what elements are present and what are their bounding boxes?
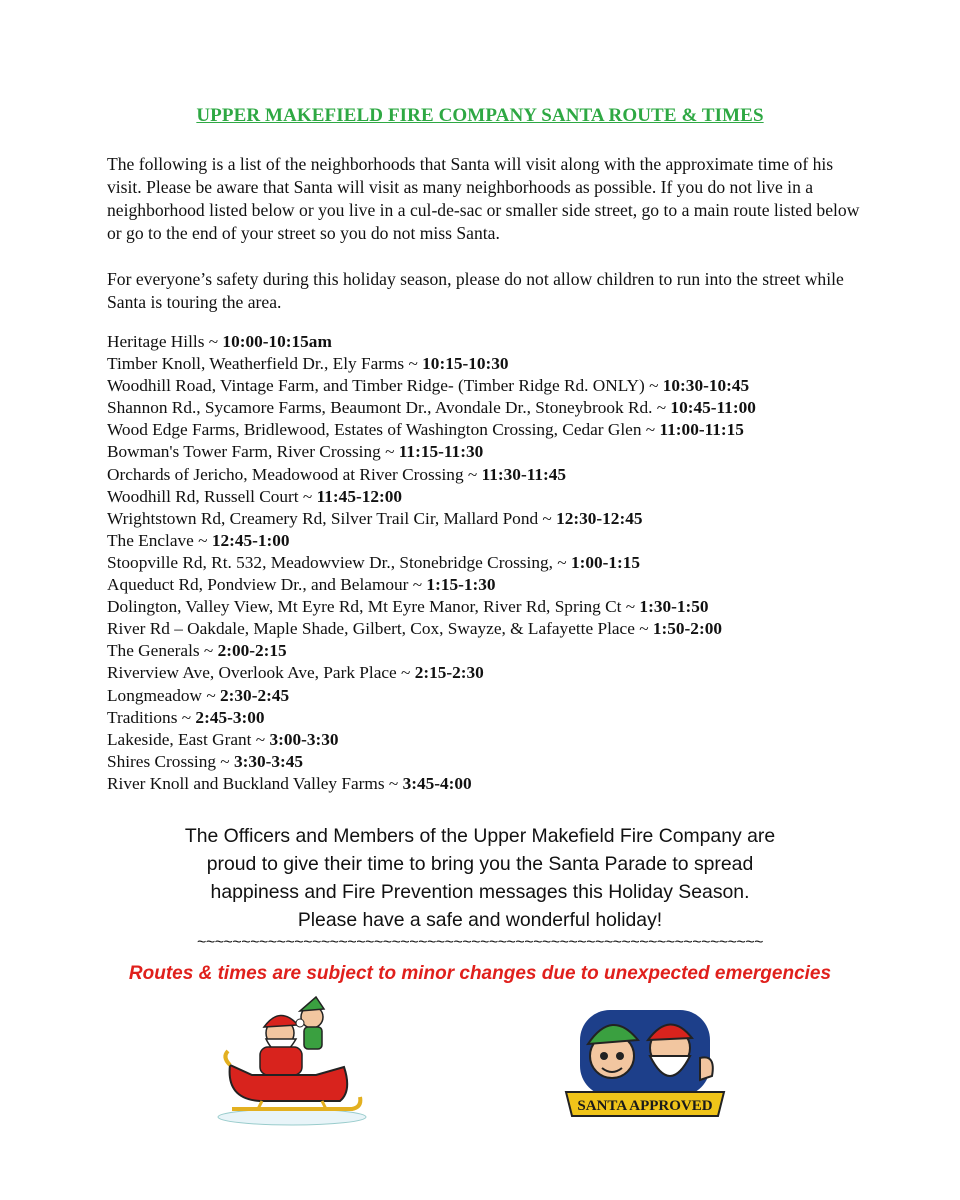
visit-time: 1:15-1:30 bbox=[426, 575, 496, 595]
visit-time: 11:45-12:00 bbox=[316, 486, 403, 506]
schedule-row bbox=[107, 353, 887, 375]
visit-time: 2:15-2:30 bbox=[414, 663, 484, 683]
schedule-row bbox=[107, 530, 887, 552]
schedule-row bbox=[107, 596, 887, 618]
neighborhood-name: Orchards of Jericho, Meadowood at River Crossing ~ bbox=[107, 464, 482, 484]
neighborhood-name: Timber Knoll, Weatherfield Dr., Ely Farms ~ bbox=[107, 354, 423, 374]
neighborhood-name: Woodhill Rd, Russell Court ~ bbox=[107, 486, 317, 506]
schedule-row bbox=[107, 419, 887, 441]
visit-time: 3:30-3:45 bbox=[233, 751, 304, 771]
intro-text bbox=[107, 153, 867, 314]
visit-time: 2:30-2:45 bbox=[220, 685, 290, 705]
schedule-row bbox=[107, 397, 887, 419]
visit-time: 10:30-10:45 bbox=[662, 376, 750, 396]
schedule-row bbox=[107, 331, 887, 353]
visit-time: 2:45-3:00 bbox=[195, 707, 265, 727]
neighborhood-name: River Knoll and Buckland Valley Farms ~ bbox=[107, 773, 403, 793]
neighborhood-name: Shannon Rd., Sycamore Farms, Beaumont Dr., Avondale Dr., Stoneybrook Rd. ~ bbox=[107, 398, 671, 418]
schedule-row bbox=[107, 640, 887, 662]
neighborhood-name: Wood Edge Farms, Bridlewood, Estates of Washington Crossing, Cedar Glen ~ bbox=[107, 420, 660, 440]
closing-line: The Officers and Members of the Upper Makefield Fire Company are bbox=[184, 825, 776, 847]
visit-time: 1:30-1:50 bbox=[639, 597, 709, 617]
schedule-row bbox=[107, 464, 887, 486]
neighborhood-name: Wrightstown Rd, Creamery Rd, Silver Trail Cir, Mallard Pond ~ bbox=[107, 508, 557, 528]
visit-time: 11:30-11:45 bbox=[481, 464, 567, 484]
visit-time: 12:45-1:00 bbox=[211, 530, 290, 550]
schedule-row bbox=[107, 574, 887, 596]
schedule-row bbox=[107, 773, 887, 795]
visit-time: 3:45-4:00 bbox=[402, 773, 472, 793]
neighborhood-name: Bowman's Tower Farm, River Crossing ~ bbox=[107, 442, 399, 462]
page-title: UPPER MAKEFIELD FIRE COMPANY SANTA ROUTE & TIMES bbox=[196, 105, 764, 126]
neighborhood-name: Heritage Hills ~ bbox=[107, 332, 223, 351]
neighborhood-name: River Rd – Oakdale, Maple Shade, Gilbert, Cox, Swayze, & Lafayette Place ~ bbox=[107, 619, 653, 639]
schedule-row bbox=[107, 729, 887, 751]
route-schedule bbox=[107, 331, 887, 795]
neighborhood-name: Lakeside, East Grant ~ bbox=[107, 729, 270, 749]
schedule-row bbox=[107, 707, 887, 729]
schedule-row bbox=[107, 441, 887, 463]
neighborhood-name: Traditions ~ bbox=[107, 707, 196, 727]
intro-paragraph-2: For everyone’s safety during this holiday season, please do not allow children to run into the street while Santa is touring the area. bbox=[107, 269, 844, 312]
schedule-row bbox=[107, 486, 887, 508]
schedule-row bbox=[107, 751, 887, 773]
visit-time: 11:00-11:15 bbox=[659, 420, 744, 440]
schedule-row bbox=[107, 508, 887, 530]
neighborhood-name: The Generals ~ bbox=[107, 641, 218, 661]
neighborhood-name: Stoopville Rd, Rt. 532, Meadowview Dr., Stonebridge Crossing, ~ bbox=[107, 552, 571, 572]
schedule-row bbox=[107, 685, 887, 707]
tilde-divider: ~~~~~~~~~~~~~~~~~~~~~~~~~~~~~~~~~~~~~~~~~~~~~~~~~~~~~~~~~~~~~~~~ bbox=[197, 934, 763, 951]
neighborhood-name: Riverview Ave, Overlook Ave, Park Place ~ bbox=[107, 663, 415, 683]
closing-line: proud to give their time to bring you the Santa Parade to spread bbox=[206, 853, 754, 875]
schedule-row bbox=[107, 375, 887, 397]
schedule-row bbox=[107, 552, 887, 574]
santa-sleigh-illustration bbox=[212, 995, 370, 1127]
intro-paragraph-1: The following is a list of the neighborhoods that Santa will visit along with the approximate time of his visit. Please be aware that Santa will visit as many neighborhoods as possible. If you do not live in a neighborhood listed below or you live in a cul-de-sac or smaller side street, go to a main route listed below or go to the end of your street so you do not miss Santa. bbox=[107, 154, 860, 243]
visit-time: 12:30-12:45 bbox=[556, 508, 643, 528]
neighborhood-name: The Enclave ~ bbox=[107, 530, 212, 550]
closing-line: happiness and Fire Prevention messages this Holiday Season. bbox=[210, 881, 750, 903]
closing-message bbox=[0, 822, 960, 934]
neighborhood-name: Woodhill Road, Vintage Farm, and Timber Ridge- (Timber Ridge Rd. ONLY) ~ bbox=[107, 376, 663, 396]
neighborhood-name: Shires Crossing ~ bbox=[107, 751, 234, 771]
visit-time: 11:15-11:30 bbox=[398, 442, 484, 462]
closing-line: Please have a safe and wonderful holiday! bbox=[297, 909, 663, 931]
santa-approved-badge bbox=[560, 1004, 730, 1144]
visit-time: 1:00-1:15 bbox=[570, 552, 641, 572]
visit-time: 10:45-11:00 bbox=[670, 398, 756, 418]
badge-label: SANTA APPROVED bbox=[577, 1098, 713, 1114]
schedule-row bbox=[107, 618, 887, 640]
neighborhood-name: Longmeadow ~ bbox=[107, 685, 221, 705]
visit-time: 1:50-2:00 bbox=[652, 619, 722, 639]
visit-time: 10:15-10:30 bbox=[422, 354, 509, 374]
warning-notice: Routes & times are subject to minor changes due to unexpected emergencies bbox=[128, 963, 832, 984]
neighborhood-name: Dolington, Valley View, Mt Eyre Rd, Mt Eyre Manor, River Rd, Spring Ct ~ bbox=[107, 597, 640, 617]
schedule-row bbox=[107, 662, 887, 684]
visit-time: 3:00-3:30 bbox=[269, 729, 339, 749]
visit-time: 10:00-10:15am bbox=[222, 332, 332, 351]
visit-time: 2:00-2:15 bbox=[217, 641, 287, 661]
neighborhood-name: Aqueduct Rd, Pondview Dr., and Belamour ~ bbox=[107, 575, 427, 595]
